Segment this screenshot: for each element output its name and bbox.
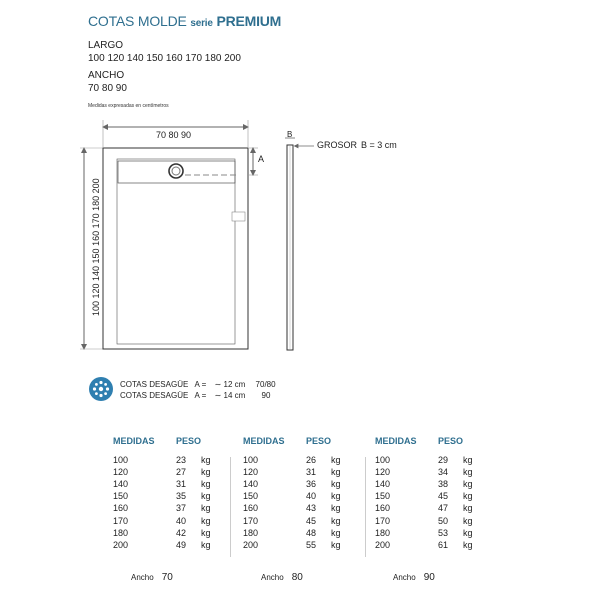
drain-line-1-label: COTAS DESAGÜE: [120, 380, 189, 389]
unit-cell: kg: [331, 539, 341, 550]
largo-values: 100 120 140 150 160 170 180 200: [88, 53, 241, 64]
dimension-a-label: A: [258, 154, 265, 164]
peso-cell: 45: [438, 491, 449, 502]
medida-cell: 200: [243, 539, 259, 550]
unit-cell: kg: [201, 539, 211, 550]
length-dimension-label: 100 120 140 150 160 170 180 200: [91, 178, 101, 316]
medida-cell: 160: [375, 503, 391, 514]
tilde-icon: ∼: [214, 380, 222, 389]
unit-cell: kg: [201, 491, 211, 502]
title-part-3: PREMIUM: [216, 13, 282, 29]
drain-line-1: [120, 380, 276, 389]
peso-cell: 61: [438, 539, 449, 550]
peso-cell: 40: [176, 515, 187, 526]
peso-cell: 36: [306, 479, 317, 490]
peso-cell: 37: [176, 503, 187, 514]
footer-value: 80: [291, 572, 303, 583]
footer-value: 90: [423, 572, 435, 583]
unit-cell: kg: [201, 467, 211, 478]
peso-cell: 31: [176, 479, 187, 490]
drain-icon: [169, 164, 183, 178]
peso-cell: 29: [438, 455, 449, 465]
table-footer: [393, 572, 435, 583]
drain-line-1-widths: 70/80: [255, 380, 276, 389]
medida-cell: 160: [243, 503, 259, 514]
peso-cell: 38: [438, 479, 449, 490]
medida-cell: 100: [375, 455, 391, 465]
medida-cell: 120: [113, 467, 129, 478]
table-divider: [365, 457, 366, 557]
medida-cell: 120: [375, 467, 391, 478]
footer-value: 70: [161, 572, 173, 583]
unit-cell: kg: [201, 527, 211, 538]
title-part-2: serie: [190, 18, 213, 29]
unit-cell: kg: [201, 455, 211, 465]
unit-cell: kg: [463, 479, 473, 490]
unit-cell: kg: [463, 455, 473, 465]
table-footer: [131, 572, 173, 583]
medida-cell: 140: [243, 479, 259, 490]
peso-cell: 50: [438, 515, 449, 526]
width-dimension-label: 70 80 90: [156, 130, 192, 140]
medida-cell: 180: [243, 527, 259, 538]
peso-cell: 49: [176, 539, 187, 550]
table-divider: [230, 457, 231, 557]
medida-cell: 140: [375, 479, 391, 490]
medida-cell: 100: [243, 455, 259, 465]
medida-cell: 180: [113, 527, 129, 538]
unit-cell: kg: [331, 491, 341, 502]
medida-cell: 100: [113, 455, 129, 465]
dimension-b-label: B: [287, 130, 293, 139]
unit-cell: kg: [331, 467, 341, 478]
grosor-value: B = 3 cm: [361, 140, 397, 150]
peso-cell: 53: [438, 527, 449, 538]
unit-cell: kg: [463, 467, 473, 478]
header-medidas: MEDIDAS: [113, 436, 155, 446]
header-peso: PESO: [306, 436, 332, 446]
unit-cell: kg: [201, 515, 211, 526]
drain-line-2-value: 14 cm: [223, 391, 246, 400]
footer-label: Ancho: [131, 573, 154, 582]
peso-cell: 35: [176, 491, 187, 502]
tilde-icon: ∼: [214, 391, 222, 400]
drain-line-2-label: COTAS DESAGÜE: [120, 391, 189, 400]
drain-grate-icon: [88, 376, 118, 406]
unit-cell: kg: [331, 503, 341, 514]
units-note: Medidas expresadas en centímetros: [88, 103, 169, 109]
medida-cell: 170: [113, 515, 129, 526]
unit-cell: kg: [463, 539, 473, 550]
peso-cell: 27: [176, 467, 187, 478]
medida-cell: 200: [375, 539, 391, 550]
largo-label: LARGO: [88, 40, 124, 51]
medida-cell: 180: [375, 527, 391, 538]
peso-cell: 47: [438, 503, 449, 514]
unit-cell: kg: [463, 515, 473, 526]
medida-cell: 170: [243, 515, 259, 526]
ancho-label: ANCHO: [88, 70, 125, 81]
medida-cell: 150: [243, 491, 259, 502]
unit-cell: kg: [331, 515, 341, 526]
medida-cell: 170: [375, 515, 391, 526]
medida-cell: 140: [113, 479, 129, 490]
drain-line-2: [120, 391, 270, 400]
unit-cell: kg: [201, 503, 211, 514]
medida-cell: 200: [113, 539, 129, 550]
footer-label: Ancho: [393, 573, 416, 582]
peso-cell: 31: [306, 467, 317, 478]
header-medidas: MEDIDAS: [243, 436, 285, 446]
peso-cell: 45: [306, 515, 317, 526]
peso-cell: 42: [176, 527, 187, 538]
drain-line-2-widths: 90: [261, 391, 271, 400]
medida-cell: 150: [375, 491, 391, 502]
unit-cell: kg: [331, 479, 341, 490]
unit-cell: kg: [463, 491, 473, 502]
drain-line-2-eq: A =: [194, 391, 207, 400]
footer-label: Ancho: [261, 573, 284, 582]
unit-cell: kg: [463, 503, 473, 514]
medida-cell: 160: [113, 503, 129, 514]
peso-cell: 48: [306, 527, 317, 538]
drain-line-1-value: 12 cm: [223, 380, 246, 389]
drain-line-1-eq: A =: [194, 380, 207, 389]
medida-cell: 150: [113, 491, 129, 502]
ancho-values: 70 80 90: [88, 83, 127, 94]
peso-cell: 34: [438, 467, 449, 478]
header-medidas: MEDIDAS: [375, 436, 417, 446]
medida-cell: 120: [243, 467, 259, 478]
peso-cell: 43: [306, 503, 317, 514]
peso-cell: 55: [306, 539, 317, 550]
unit-cell: kg: [331, 455, 341, 465]
peso-cell: 23: [176, 455, 187, 465]
title-part-1: COTAS MOLDE: [88, 13, 187, 29]
edge-tag: [232, 212, 245, 221]
unit-cell: kg: [201, 479, 211, 490]
grosor-label: GROSOR: [317, 140, 358, 150]
header-peso: PESO: [176, 436, 202, 446]
unit-cell: kg: [331, 527, 341, 538]
peso-cell: 26: [306, 455, 317, 465]
peso-cell: 40: [306, 491, 317, 502]
table-footer: [261, 572, 303, 583]
header-peso: PESO: [438, 436, 464, 446]
unit-cell: kg: [463, 527, 473, 538]
